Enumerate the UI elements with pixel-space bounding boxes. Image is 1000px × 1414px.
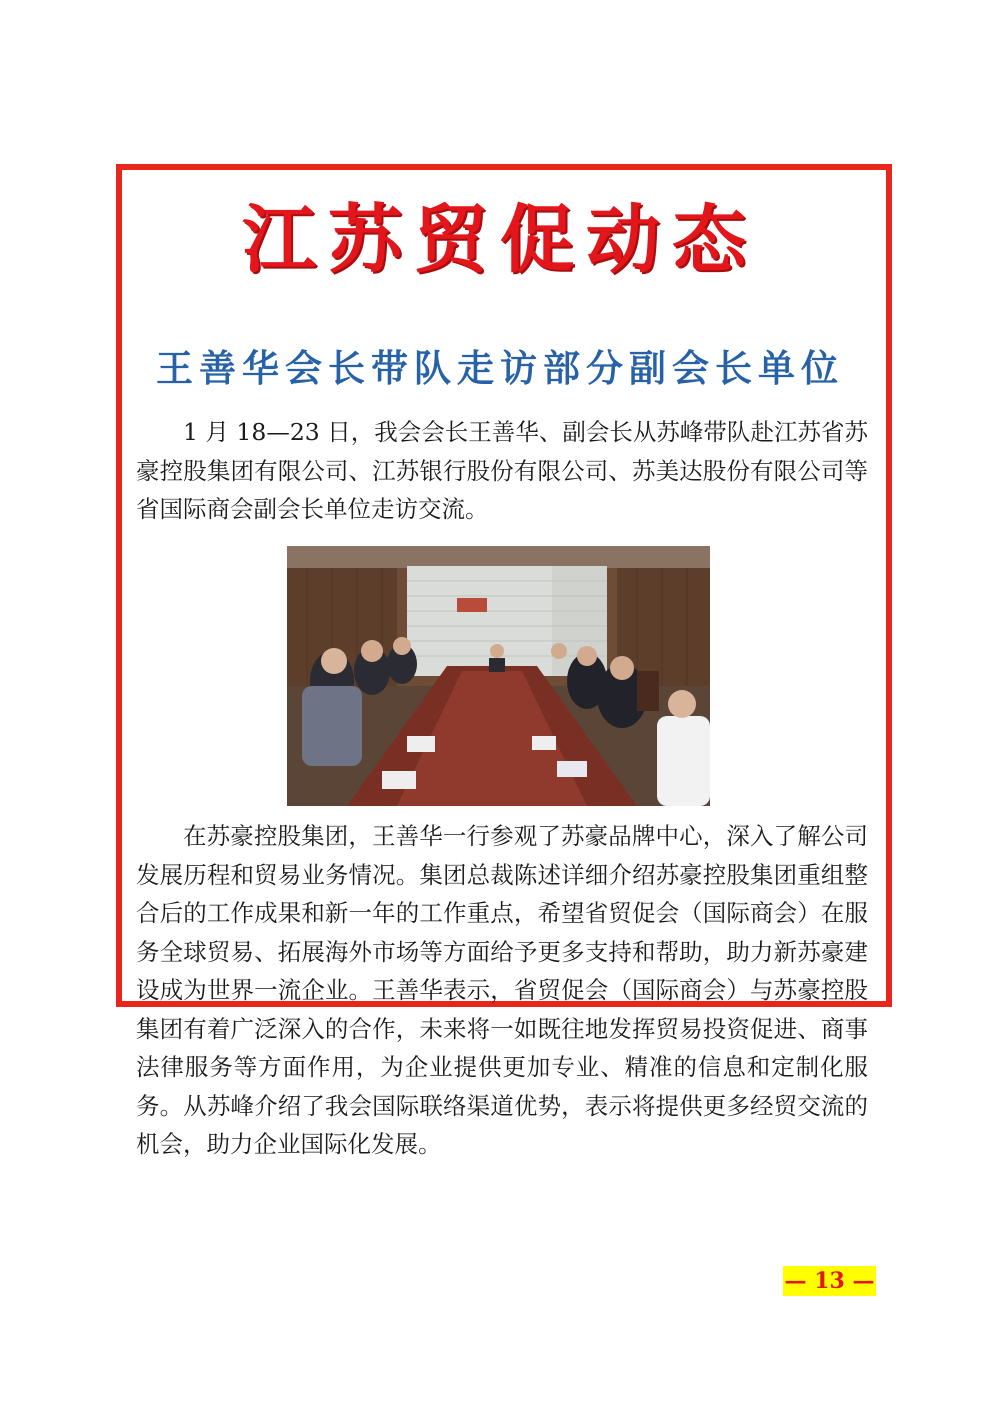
masthead-title: 江苏贸促动态 — [242, 197, 758, 283]
meeting-photo — [287, 546, 710, 806]
article-headline: 王善华会长带队走访部分副会长单位 — [156, 346, 844, 390]
article-paragraph-2: 在苏豪控股集团，王善华一行参观了苏豪品牌中心，深入了解公司发展历程和贸易业务情况。集团总裁陈述详细介绍苏豪控股集团重组整合后的工作成果和新一年的工作重点，希望省贸促会（国际商会）在服务全球贸易、拓展海外市场等方面给予更多支持和帮助，助力新苏豪建设成为世界一流企业。王善华表示，省贸促会（国际商会）与苏豪控股集团有着广泛深入的合作，未来将一如既往地发挥贸易投资促进、商事法律服务等方面作用，为企业提供更加专业、精准的信息和定制化服务。从苏峰介绍了我会国际联络渠道优势，表示将提供更多经贸交流的机会，助力企业国际化发展。 — [136, 822, 868, 1158]
article-paragraph-1: 1 月 18—23 日，我会会长王善华、副会长从苏峰带队赴江苏省苏豪控股集团有限公司、江苏银行股份有限公司、苏美达股份有限公司等省国际商会副会长单位走访交流。 — [136, 418, 868, 523]
page-number-badge: — 13 — — [784, 1268, 875, 1294]
